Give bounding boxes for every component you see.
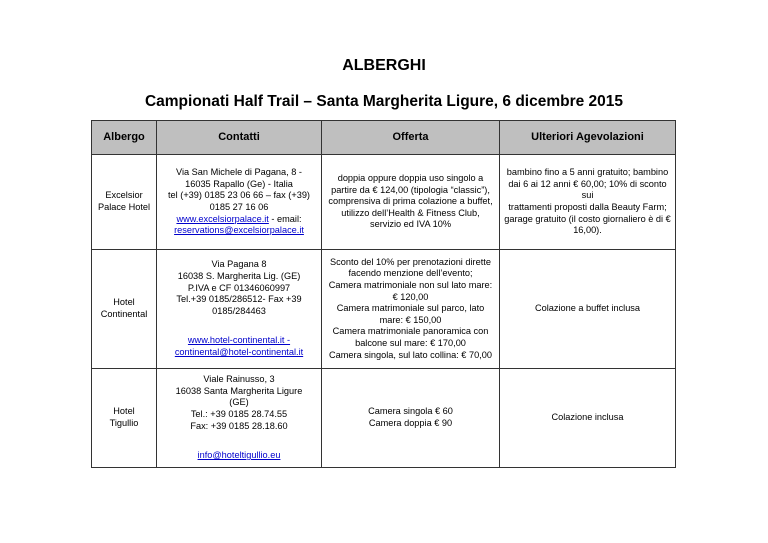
header-contatti: Contatti	[157, 121, 322, 155]
contact-line: P.IVA e CF 01346060997	[187, 282, 291, 293]
offer-line: € 120,00	[392, 291, 429, 302]
header-albergo: Albergo	[92, 121, 157, 155]
offer-line: balcone sul mare: € 170,00	[355, 337, 466, 348]
email-link[interactable]: continental@hotel-continental.it	[174, 346, 304, 357]
extra-line: garage gratuito (il costo giornaliero è di €	[504, 213, 671, 224]
offer-line: partire da € 124,00 (tipologia “classic”),	[331, 184, 490, 195]
contact-line: tel (+39) 0185 23 06 66 – fax (+39)	[168, 190, 310, 201]
contact-line: Viale Rainusso, 3	[203, 374, 275, 385]
offer-line: servizio ed IVA 10%	[369, 219, 452, 230]
page-title: ALBERGHI	[342, 57, 426, 74]
contact-line: Fax: +39 0185 28.18.60	[190, 420, 288, 431]
offer-cell	[322, 155, 500, 250]
offer-line: Sconto del 10% per prenotazioni dirette	[330, 256, 491, 267]
extras-cell: Colazione inclusa	[500, 369, 676, 468]
table-row	[92, 369, 676, 468]
contact-line: 0185/284463	[212, 305, 266, 316]
hotel-name-line: Hotel	[113, 297, 135, 308]
contacts-cell	[157, 155, 322, 250]
hotel-name-cell	[92, 369, 157, 468]
contact-line: 0185 27 16 06	[209, 202, 269, 212]
website-line	[161, 214, 317, 226]
offer-line: doppia oppure doppia uso singolo a	[337, 173, 484, 184]
table-row	[92, 155, 676, 250]
offer-line: Camera singola, sul lato collina: € 70,00	[329, 349, 492, 360]
hotel-name-line: Tigullio	[109, 418, 139, 428]
table-header-row	[92, 121, 676, 155]
extra-line: trattamenti proposti dalla Beauty Farm;	[508, 202, 667, 212]
contact-line: (GE)	[229, 397, 249, 408]
website-line	[161, 335, 317, 347]
header-agevolazioni: Ulteriori Agevolazioni	[500, 121, 676, 155]
offer-line: Camera matrimoniale non sul lato mare:	[328, 280, 493, 291]
contact-line: Via San Michele di Pagana, 8 -	[176, 167, 302, 178]
offer-line: Camera doppia € 90	[368, 418, 453, 428]
contacts-cell	[157, 369, 322, 468]
website-link[interactable]: www.hotel-continental.it -	[187, 335, 291, 346]
email-line	[161, 450, 317, 462]
hotel-name-line: Continental	[100, 309, 148, 319]
contact-line: 16038 S. Margherita Lig. (GE)	[177, 271, 301, 282]
extras-cell: Colazione a buffet inclusa	[500, 250, 676, 369]
offer-line: Camera singola € 60	[368, 406, 453, 417]
website-link[interactable]: www.excelsiorpalace.it	[176, 213, 269, 224]
email-link[interactable]: reservations@excelsiorpalace.it	[174, 225, 304, 236]
offer-line: mare: € 150,00	[379, 314, 442, 325]
offer-line: comprensiva di prima colazione a buffet,	[328, 196, 493, 207]
offer-cell	[322, 250, 500, 369]
hotels-table	[91, 120, 676, 468]
contacts-cell	[157, 250, 322, 369]
hotel-name-cell	[92, 155, 157, 250]
extra-line: dai 6 ai 12 anni € 60,00; 10% di sconto sui	[508, 178, 667, 201]
hotel-name-cell	[92, 250, 157, 369]
email-label: - email:	[268, 213, 302, 224]
extra-line: 16,00).	[573, 225, 602, 236]
email-line	[161, 225, 317, 237]
offer-line: Camera matrimoniale panoramica con	[332, 326, 489, 337]
extras-cell	[500, 155, 676, 250]
offer-cell	[322, 369, 500, 468]
contact-line: Via Pagana 8	[211, 259, 267, 270]
contact-line: Tel.+39 0185/286512- Fax +39	[176, 294, 302, 305]
table-row	[92, 250, 676, 369]
email-line	[161, 347, 317, 359]
offer-line: utilizzo dell’Health & Fitness Club,	[341, 207, 480, 218]
email-link[interactable]: info@hoteltigullio.eu	[197, 450, 281, 461]
contact-line: 16035 Rapallo (Ge) - Italia	[185, 178, 293, 189]
header-offerta: Offerta	[322, 121, 500, 155]
hotel-name-line: Hotel	[113, 406, 135, 417]
contact-line: Tel.: +39 0185 28.74.55	[190, 409, 288, 419]
contact-line: 16038 Santa Margherita Ligure	[175, 385, 303, 396]
offer-line: facendo menzione dell’evento;	[348, 268, 473, 279]
page-subtitle: Campionati Half Trail – Santa Margherita Ligure, 6 dicembre 2015	[144, 93, 624, 110]
hotel-name-line: Excelsior	[105, 190, 143, 201]
extra-line: bambino fino a 5 anni gratuito; bambino	[506, 167, 669, 178]
hotel-name-line: Palace Hotel	[97, 202, 151, 212]
offer-line: Camera matrimoniale sul parco, lato	[336, 303, 485, 314]
